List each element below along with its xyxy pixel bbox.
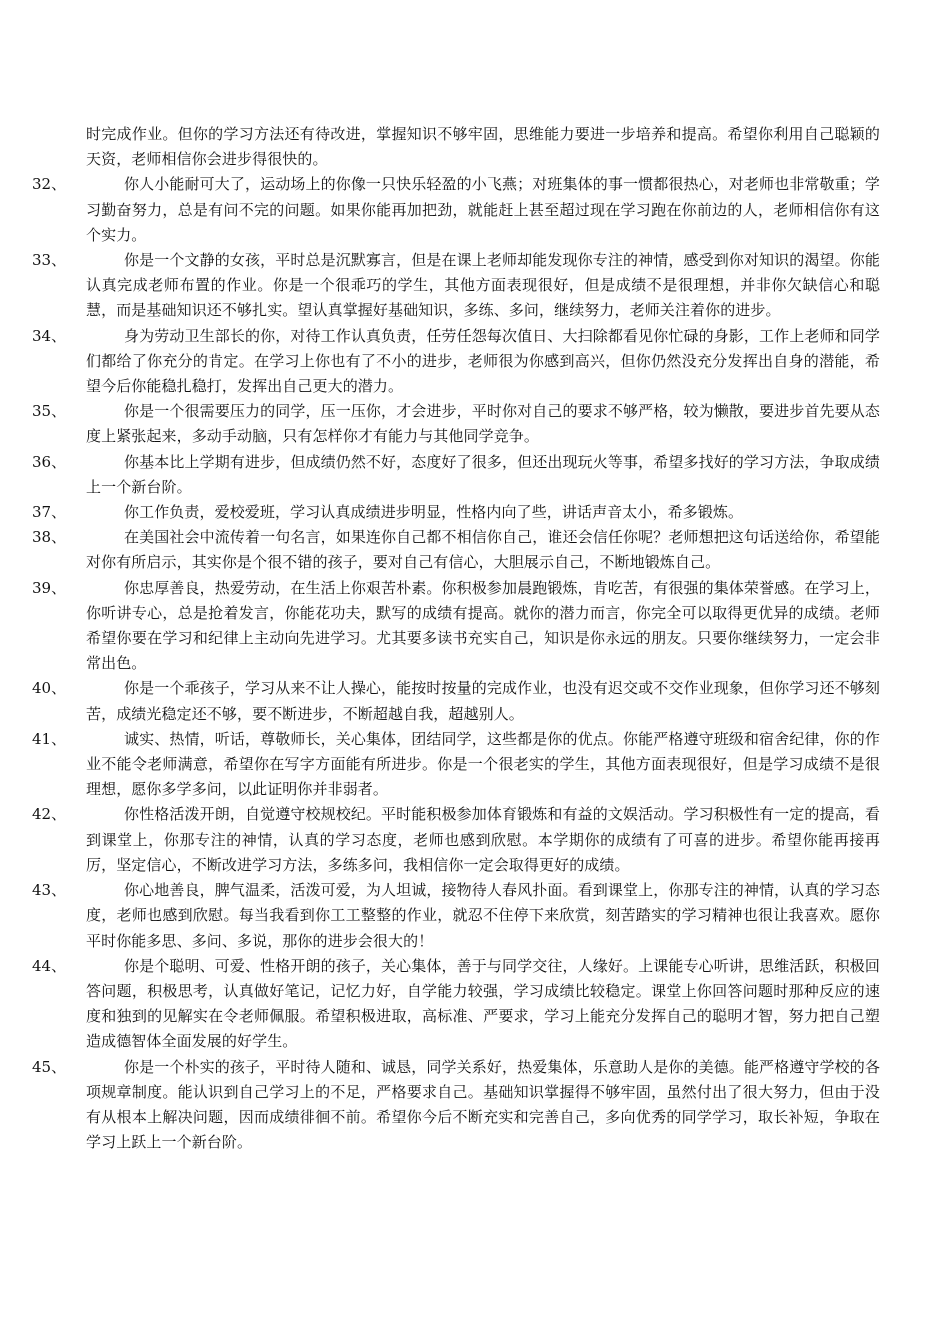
comment-item-41 <box>32 727 880 803</box>
item-number: 41、 <box>32 729 67 748</box>
item-text-wrapper <box>86 676 880 726</box>
item-number: 42、 <box>32 805 67 824</box>
item-number: 36、 <box>32 452 67 471</box>
item-text: 你心地善良，脾气温柔，活泼可爱，为人坦诚，接物待人春风扑面。看到课堂上，你那专注的神情，认真的学习态度，老师也感到欣慰。每当我看到你工工整整的作业，就忍不住停下来欣赏，刻苦踏实的学习精神也很让我喜欢。愿你平时你能多思、多问、多说，那你的进步会很大的！ <box>86 881 880 950</box>
comment-item-39 <box>32 576 880 677</box>
comment-item-43 <box>32 878 880 954</box>
comment-item-45 <box>32 1055 880 1156</box>
item-text-wrapper <box>86 1055 880 1156</box>
item-text-wrapper <box>86 525 880 575</box>
item-number: 34、 <box>32 326 67 345</box>
item-text: 你是个聪明、可爱、性格开朗的孩子，关心集体，善于与同学交往，人缘好。上课能专心听讲，思维活跃，积极回答问题，积极思考，认真做好笔记，记忆力好，自学能力较强，学习成绩比较稳定。课堂上你回答问题时那种反应的速度和独到的见解实在令老师佩服。希望积极进取，高标准、严要求，学习上能充分发挥自己的聪明才智，努力把自己塑造成德智体全面发展的好学生。 <box>86 956 880 1051</box>
item-text: 诚实、热情，听话，尊敬师长，关心集体，团结同学，这些都是你的优点。你能严格遵守班级和宿舍纪律，你的作业不能令老师满意，希望你在写字方面能有所进步。你是一个很老实的学生，其他方面表现很好，但是学习成绩不是很理想，愿你多学多问，以此证明你并非弱者。 <box>86 729 880 799</box>
comment-item-44 <box>32 954 880 1055</box>
item-number: 37、 <box>32 503 67 522</box>
comment-item-33 <box>32 248 880 324</box>
comment-item-32 <box>32 172 880 248</box>
comment-item-42 <box>32 802 880 878</box>
item-text-wrapper <box>86 500 880 525</box>
item-text-wrapper <box>86 450 880 500</box>
item-number: 39、 <box>32 578 67 597</box>
item-text-wrapper <box>86 172 880 248</box>
item-number: 43、 <box>32 881 67 900</box>
item-text: 你性格活泼开朗，自觉遵守校规校纪。平时能积极参加体育锻炼和有益的文娱活动。学习积极性有一定的提高，看到课堂上，你那专注的神情，认真的学习态度，老师也感到欣慰。本学期你的成绩有了可喜的进步。希望你能再接再厉，坚定信心，不断改进学习方法，多练多问，我相信你一定会取得更好的成绩。 <box>86 805 880 874</box>
item-text-wrapper <box>86 802 880 878</box>
comment-item-40 <box>32 676 880 726</box>
comment-item-34 <box>32 324 880 400</box>
item-text: 你忠厚善良，热爱劳动，在生活上你艰苦朴素。你积极参加晨跑锻炼，肯吃苦，有很强的集体荣誉感。在学习上，你听讲专心，总是抢着发言，你能花功夫，默写的成绩有提高。就你的潜力而言，你完全可以取得更优异的成绩。老师希望你要在学习和纪律上主动向先进学习。尤其要多读书充实自己，知识是你永远的朋友。只要你继续努力，一定会非常出色。 <box>86 578 880 673</box>
item-text-wrapper <box>86 727 880 803</box>
item-number: 32、 <box>32 175 67 194</box>
comments-body <box>32 122 880 1155</box>
item-text-wrapper <box>86 248 880 324</box>
item-number: 40、 <box>32 679 67 698</box>
item-text: 在美国社会中流传着一句名言，如果连你自己都不相信你自己，谁还会信任你呢？老师想把这句话送给你，希望能对你有所启示，其实你是个很不错的孩子，要对自己有信心，大胆展示自己，不断地锻炼自己。 <box>86 528 880 572</box>
item-text-wrapper <box>86 954 880 1055</box>
item-text: 你工作负责，爱校爱班，学习认真成绩进步明显，性格内向了些，讲话声音太小，希多锻炼。 <box>124 503 744 522</box>
item-text: 你是一个乖孩子，学习从来不让人操心，能按时按量的完成作业，也没有迟交或不交作业现象，但你学习还不够刻苦，成绩光稳定还不够，要不断进步，不断超越自我，超越别人。 <box>86 679 880 723</box>
item-number: 44、 <box>32 956 67 975</box>
item-text-wrapper <box>86 576 880 677</box>
item-text-wrapper <box>86 878 880 954</box>
item-number: 35、 <box>32 402 67 421</box>
lead-paragraph: 时完成作业。但你的学习方法还有待改进，掌握知识不够牢固，思维能力要进一步培养和提高。希望你利用自己聪颖的天资，老师相信你会进步得很快的。 <box>86 125 880 169</box>
comment-item-38 <box>32 525 880 575</box>
comment-item-36 <box>32 450 880 500</box>
item-number: 33、 <box>32 251 67 270</box>
item-number: 45、 <box>32 1057 67 1076</box>
comment-item-35 <box>32 399 880 449</box>
item-text: 你是一个朴实的孩子，平时待人随和、诚恳，同学关系好，热爱集体，乐意助人是你的美德。能严格遵守学校的各项规章制度。能认识到自己学习上的不足，严格要求自己。基础知识掌握得不够牢固，虽然付出了很大努力，但由于没有从根本上解决问题，因而成绩徘徊不前。希望你今后不断充实和完善自己，多向优秀的同学学习，取长补短，争取在学习上跃上一个新台阶。 <box>86 1057 880 1152</box>
comment-item-37 <box>32 500 880 525</box>
item-number: 38、 <box>32 528 67 547</box>
item-text: 你是一个文静的女孩，平时总是沉默寡言，但是在课上老师却能发现你专注的神情，感受到你对知识的渴望。你能认真完成老师布置的作业。你是一个很乖巧的学生，其他方面表现很好，但是成绩不是很理想，并非你欠缺信心和聪慧，而是基础知识还不够扎实。望认真掌握好基础知识，多练、多问，继续努力，老师关注着你的进步。 <box>86 251 880 320</box>
item-text: 你基本比上学期有进步，但成绩仍然不好，态度好了很多，但还出现玩火等事，希望多找好的学习方法，争取成绩上一个新台阶。 <box>86 452 880 496</box>
item-text: 你是一个很需要压力的同学，压一压你，才会进步，平时你对自己的要求不够严格，较为懒散，要进步首先要从态度上紧张起来，多动手动脑，只有怎样你才有能力与其他同学竞争。 <box>86 402 880 446</box>
item-text-wrapper <box>86 324 880 400</box>
item-text-wrapper <box>86 399 880 449</box>
item-text: 身为劳动卫生部长的你，对待工作认真负责，任劳任怨每次值日、大扫除都看见你忙碌的身影，工作上老师和同学们都给了你充分的肯定。在学习上你也有了不小的进步，老师很为你感到高兴，但你仍然没充分发挥出自身的潜能，希望今后你能稳扎稳打，发挥出自己更大的潜力。 <box>86 326 880 396</box>
item-text: 你人小能耐可大了，运动场上的你像一只快乐轻盈的小飞燕；对班集体的事一惯都很热心，对老师也非常敬重；学习勤奋努力，总是有问不完的问题。如果你能再加把劲，就能赶上甚至超过现在学习跑在你前边的人，老师相信你有这个实力。 <box>86 175 880 244</box>
